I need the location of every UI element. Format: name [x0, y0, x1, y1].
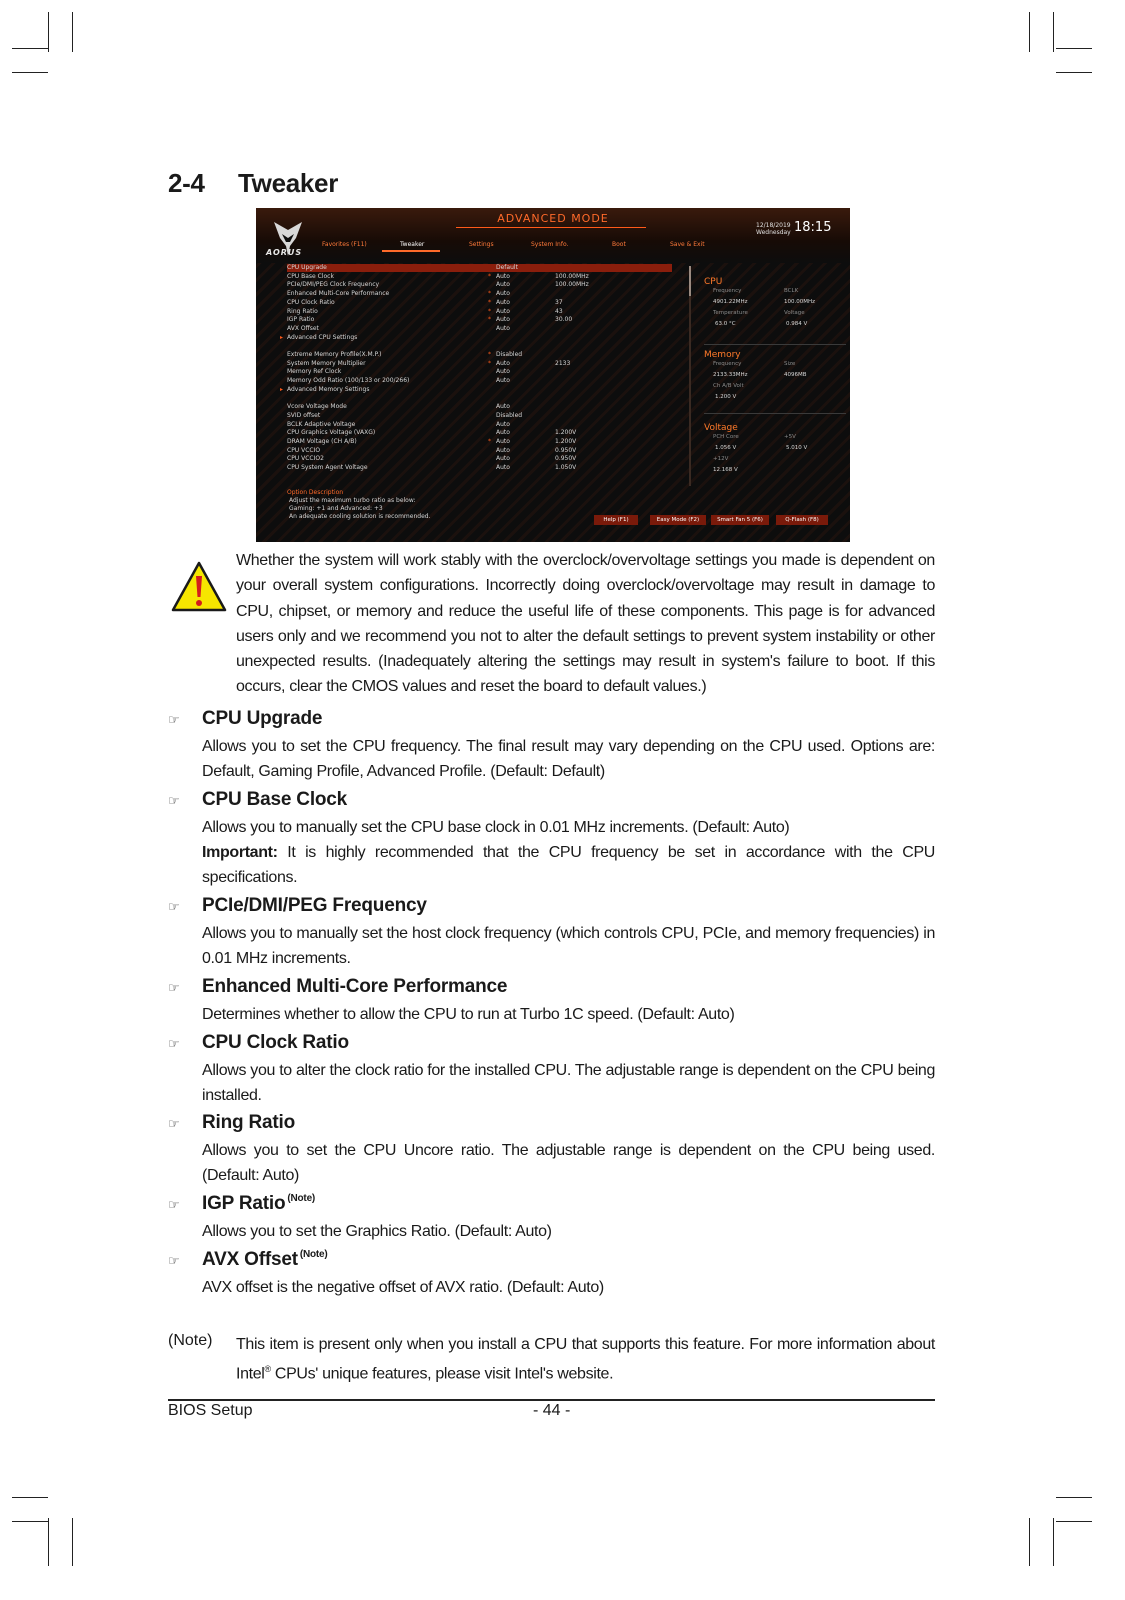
bios-screenshot: [256, 208, 850, 542]
plus5v-label: +5V: [784, 434, 796, 440]
warning-triangle-icon: [170, 560, 228, 614]
section-title: [168, 168, 338, 199]
bios-setting-row[interactable]: [287, 264, 672, 272]
item-description: Determines whether to allow the CPU to run at Turbo 1C speed. (Default: Auto): [202, 1006, 735, 1023]
crop-mark: [1056, 72, 1092, 73]
bios-setting-row[interactable]: [287, 290, 672, 298]
hand-pointer-icon: ☞: [168, 1036, 180, 1051]
smart-fan-button[interactable]: Smart Fan 5 (F6): [711, 515, 769, 525]
aorus-logo-text: AORUS: [266, 248, 303, 257]
crop-mark: [12, 1521, 48, 1522]
bios-setting-label: Enhanced Multi-Core Performance: [287, 290, 390, 298]
option-description-title: Option Description: [287, 489, 344, 496]
item-title: [168, 1112, 295, 1134]
crop-mark: [72, 12, 73, 52]
section-heading: Tweaker: [238, 168, 339, 198]
bios-setting-current: 100.00MHz: [555, 272, 589, 280]
bios-setting-label: CPU System Agent Voltage: [287, 464, 368, 472]
bios-mode-title: ADVANCED MODE: [497, 212, 609, 225]
panel-divider: [704, 413, 846, 414]
bios-setting-label: PCIe/DMI/PEG Clock Frequency: [287, 281, 380, 289]
memory-freq-value: 2133.33MHz: [713, 372, 748, 378]
memory-panel: [704, 349, 846, 415]
bios-setting-value: Auto: [496, 316, 510, 324]
item-title-text: IGP Ratio: [202, 1193, 286, 1214]
note-text-part: This item is present only when you install a CPU that supports this feature. For more information about Intel: [236, 1336, 935, 1383]
bios-setting-row[interactable]: [287, 351, 672, 359]
item-description: Allows you to manually set the CPU base clock in 0.01 MHz increments. (Default: Auto): [202, 819, 790, 836]
cpu-freq-value: 4901.22MHz: [713, 299, 748, 305]
option-description-line: An adequate cooling solution is recommended.: [289, 513, 431, 520]
easy-mode-button[interactable]: Easy Mode (F2): [650, 515, 706, 525]
hand-pointer-icon: ☞: [168, 1253, 180, 1268]
bios-setting-value: Auto: [496, 403, 510, 411]
section-number: 2-4: [168, 168, 205, 198]
bios-tabs: [320, 241, 720, 253]
bios-scrollbar-thumb[interactable]: [689, 266, 691, 296]
item-description: Allows you to alter the clock ratio for the installed CPU. The adjustable range is dependent on the CPU being installed.: [202, 1062, 935, 1104]
footer-rule: [168, 1399, 935, 1401]
important-text: It is highly recommended that the CPU frequency be set in accordance with the CPU specifications.: [202, 844, 935, 886]
crop-mark: [1056, 1521, 1092, 1522]
item-title-text: CPU Clock Ratio: [202, 1032, 349, 1053]
memory-size-label: Size: [784, 361, 796, 367]
crop-mark: [72, 1518, 73, 1566]
bios-setting-current: 100.00MHz: [555, 281, 589, 289]
bios-setting-row[interactable]: [287, 377, 672, 385]
item-title: [168, 976, 507, 998]
crop-mark: [48, 12, 49, 52]
crop-mark: [12, 48, 48, 49]
bios-setting-label: BCLK Adaptive Voltage: [287, 420, 356, 428]
tab-settings[interactable]: Settings: [469, 241, 494, 248]
item-title-text: Ring Ratio: [202, 1112, 295, 1133]
modified-star-icon: *: [488, 316, 491, 324]
bios-setting-label: IGP Ratio: [287, 316, 315, 324]
bios-setting-row[interactable]: [287, 325, 672, 333]
bios-setting-value: Auto: [496, 446, 510, 454]
help-button[interactable]: Help (F1): [594, 515, 638, 525]
crop-mark: [48, 1518, 49, 1566]
bios-date: [756, 222, 791, 236]
bios-setting-value: Auto: [496, 420, 510, 428]
bios-setting-label: SVID offset: [287, 411, 321, 419]
hand-pointer-icon: ☞: [168, 1116, 180, 1131]
submenu-arrow-icon: ▸: [280, 333, 284, 341]
item-description: Allows you to manually set the host clock frequency (which controls CPU, PCIe, and memory frequencies) in 0.01 MHz increments.: [202, 925, 935, 967]
cpu-bclk-value: 100.00MHz: [784, 299, 816, 305]
bios-setting-label: System Memory Multiplier: [287, 359, 366, 367]
note-text-part: CPUs' unique features, please visit Intel's website.: [270, 1365, 614, 1383]
cpu-temp-value: 63.0 °C: [715, 321, 736, 327]
bios-weekday: Wednesday: [756, 229, 791, 236]
bios-setting-row: [287, 395, 672, 403]
page-number: - 44 -: [533, 1402, 571, 1419]
bios-setting-row[interactable]: [287, 403, 672, 411]
modified-star-icon: *: [488, 307, 491, 315]
memory-chab-value: 1.200 V: [715, 394, 737, 400]
bios-setting-row[interactable]: [280, 385, 672, 394]
warning-text: Whether the system will work stably with the overclock/overvoltage settings you made is dependent on your overall system configurations. Incorrectly doing overclock/overvoltage may result in damage to CPU, chipset, or memory and reduce the useful life of these components. This page is for advanced users only and we recommend you not to alter the default settings to prevent system instability or other unexpected results. (Inadequately altering the settings may result in system's failure to boot. If this occurs, clear the CMOS values and reset the board to default values.): [236, 552, 935, 696]
crop-mark: [12, 1497, 48, 1498]
bios-setting-current: 1.200V: [555, 429, 577, 437]
bios-setting-row: [287, 342, 672, 350]
modified-star-icon: *: [488, 290, 491, 298]
option-description-line: Gaming: +1 and Advanced: +3: [289, 505, 383, 512]
item-description: AVX offset is the negative offset of AVX ratio. (Default: Auto): [202, 1279, 604, 1296]
bios-setting-row[interactable]: [287, 429, 672, 437]
modified-star-icon: *: [488, 298, 491, 306]
cpu-temp-label: Temperature: [713, 310, 748, 316]
tab-boot[interactable]: Boot: [612, 241, 626, 248]
cpu-bclk-label: BCLK: [784, 288, 799, 294]
panel-divider: [704, 344, 846, 345]
bios-setting-current: 37: [555, 298, 563, 306]
bios-setting-value: Auto: [496, 272, 510, 280]
tab-tweaker[interactable]: Tweaker: [400, 241, 425, 248]
item-title-text: CPU Base Clock: [202, 789, 348, 810]
item-title-text: AVX Offset: [202, 1249, 298, 1270]
bios-setting-label: Advanced CPU Settings: [287, 333, 358, 341]
registered-mark: ®: [264, 1364, 271, 1374]
crop-mark: [1053, 1518, 1054, 1566]
item-description: Allows you to set the CPU Uncore ratio. The adjustable range is dependent on the CPU being used. (Default: Auto): [202, 1142, 935, 1184]
bios-setting-row[interactable]: [287, 421, 672, 429]
item-title: [168, 789, 347, 811]
plus5v-value: 5.010 V: [786, 445, 808, 451]
bios-setting-row[interactable]: [287, 438, 672, 446]
item-description: Allows you to set the CPU frequency. The final result may vary depending on the CPU used. Options are: Default, Gaming Profile, Advanced Profile. (Default: Default): [202, 738, 935, 780]
option-description: [287, 489, 431, 521]
bios-setting-label: CPU Graphics Voltage (VAXG): [287, 429, 376, 437]
cpu-volt-label: Voltage: [784, 310, 805, 316]
note-text: [236, 1332, 935, 1386]
bios-setting-value: Auto: [496, 438, 510, 445]
bios-setting-value: Auto: [496, 368, 510, 376]
hand-pointer-icon: ☞: [168, 1197, 180, 1212]
bios-setting-label: CPU VCCIO2: [287, 455, 324, 463]
bios-setting-current: 30.00: [555, 316, 573, 324]
bios-setting-row[interactable]: [287, 273, 672, 281]
bios-setting-label: Advanced Memory Settings: [287, 385, 370, 393]
voltage-panel: [704, 422, 846, 482]
cpu-freq-label: Frequency: [713, 288, 742, 294]
bios-setting-current: 0.950V: [555, 446, 577, 454]
bios-setting-label: CPU Base Clock: [287, 272, 334, 280]
bios-setting-value: Auto: [496, 377, 510, 385]
cpu-panel: [704, 276, 846, 342]
bios-setting-label: Memory Ref Clock: [287, 368, 342, 376]
item-title-text: PCIe/DMI/PEG Frequency: [202, 895, 427, 916]
bios-setting-current: 2133: [555, 359, 571, 367]
bios-setting-value: Auto: [496, 281, 510, 289]
bios-setting-row[interactable]: [287, 281, 672, 289]
hand-pointer-icon: ☞: [168, 980, 180, 995]
modified-star-icon: *: [488, 359, 491, 367]
bios-setting-label: DRAM Voltage (CH A/B): [287, 438, 357, 445]
bios-setting-row[interactable]: [287, 464, 672, 472]
bios-time: 18:15: [794, 220, 832, 235]
hand-pointer-icon: ☞: [168, 793, 180, 808]
voltage-panel-title: Voltage: [704, 423, 738, 433]
bios-scrollbar[interactable]: [689, 266, 691, 486]
bios-setting-row[interactable]: [287, 360, 672, 368]
item-title: [168, 895, 427, 917]
important-label: Important:: [202, 844, 278, 861]
hand-pointer-icon: ☞: [168, 899, 180, 914]
note-marker: (Note): [299, 1249, 328, 1260]
crop-mark: [1053, 12, 1054, 52]
modified-star-icon: *: [488, 272, 491, 280]
tab-save-exit[interactable]: Save & Exit: [670, 241, 705, 248]
crop-mark: [1056, 1497, 1092, 1498]
bios-setting-row[interactable]: [287, 455, 672, 463]
note-marker: (Note): [287, 1193, 316, 1204]
bios-date-line: 12/18/2019: [756, 222, 791, 229]
submenu-arrow-icon: ▸: [280, 385, 284, 393]
bios-setting-value: Auto: [496, 359, 510, 367]
qflash-button[interactable]: Q-Flash (F8): [776, 515, 828, 525]
memory-freq-label: Frequency: [713, 361, 742, 367]
bios-setting-value: Auto: [496, 324, 510, 332]
bios-setting-label: Extreme Memory Profile(X.M.P.): [287, 351, 382, 358]
bios-setting-row[interactable]: [280, 333, 672, 342]
hand-pointer-icon: ☞: [168, 712, 180, 727]
bios-setting-value: Default: [496, 264, 518, 271]
pch-core-label: PCH Core: [713, 434, 739, 440]
bios-setting-row[interactable]: [287, 412, 672, 420]
bios-setting-value: Auto: [496, 429, 510, 437]
pch-core-value: 1.056 V: [715, 445, 737, 451]
item-title: [168, 1032, 349, 1054]
bios-setting-value: Disabled: [496, 411, 523, 419]
bios-setting-label: CPU Upgrade: [287, 264, 327, 271]
bios-setting-label: Vcore Voltage Mode: [287, 403, 347, 411]
cpu-volt-value: 0.984 V: [786, 321, 808, 327]
crop-mark: [12, 72, 48, 73]
bios-setting-row[interactable]: [287, 299, 672, 307]
bios-setting-value: Auto: [496, 290, 510, 298]
footer-title: BIOS Setup: [168, 1402, 253, 1419]
important-note: [202, 840, 935, 890]
tab-system-info[interactable]: System Info.: [531, 241, 569, 248]
option-description-line: Adjust the maximum turbo ratio as below:: [289, 497, 416, 504]
bios-setting-row[interactable]: [287, 447, 672, 455]
bios-setting-label: AVX Offset: [287, 324, 319, 332]
bios-setting-label: CPU Clock Ratio: [287, 298, 335, 306]
memory-panel-title: Memory: [704, 350, 741, 360]
item-title-text: Enhanced Multi-Core Performance: [202, 976, 508, 997]
memory-chab-label: Ch A/B Volt: [713, 383, 744, 389]
memory-size-value: 4096MB: [784, 372, 807, 378]
bios-setting-label: Ring Ratio: [287, 307, 318, 315]
bios-setting-label: Memory Odd Ratio (100/133 or 200/266): [287, 377, 410, 385]
bios-setting-label: CPU VCCIO: [287, 446, 321, 454]
bios-setting-value: Auto: [496, 455, 510, 463]
modified-star-icon: *: [488, 438, 491, 445]
active-tab-underline: [382, 250, 440, 252]
bios-setting-value: Auto: [496, 307, 510, 315]
crop-mark: [1029, 1518, 1030, 1566]
item-title: [168, 1249, 328, 1271]
item-title-text: CPU Upgrade: [202, 708, 323, 729]
bios-mode-underline: [456, 227, 646, 228]
bios-setting-current: 1.200V: [555, 438, 577, 445]
bios-setting-current: 0.950V: [555, 455, 577, 463]
bios-setting-row[interactable]: [287, 368, 672, 376]
item-title: [168, 708, 322, 730]
bios-setting-value: Auto: [496, 464, 510, 472]
tab-favorites[interactable]: Favorites (F11): [322, 241, 367, 248]
bios-setting-current: 1.050V: [555, 464, 577, 472]
cpu-panel-title: CPU: [704, 277, 723, 287]
bios-setting-row[interactable]: [287, 316, 672, 324]
plus12v-label: +12V: [713, 456, 729, 462]
crop-mark: [1056, 48, 1092, 49]
bios-setting-current: 43: [555, 307, 563, 315]
bios-setting-value: Disabled: [496, 351, 523, 358]
plus12v-value: 12.168 V: [713, 467, 738, 473]
item-title: [168, 1193, 315, 1215]
modified-star-icon: *: [488, 351, 491, 358]
note-label: (Note): [168, 1332, 213, 1349]
bios-setting-value: Auto: [496, 298, 510, 306]
item-description: Allows you to set the Graphics Ratio. (Default: Auto): [202, 1223, 552, 1240]
bios-setting-row[interactable]: [287, 308, 672, 316]
crop-mark: [1029, 12, 1030, 52]
